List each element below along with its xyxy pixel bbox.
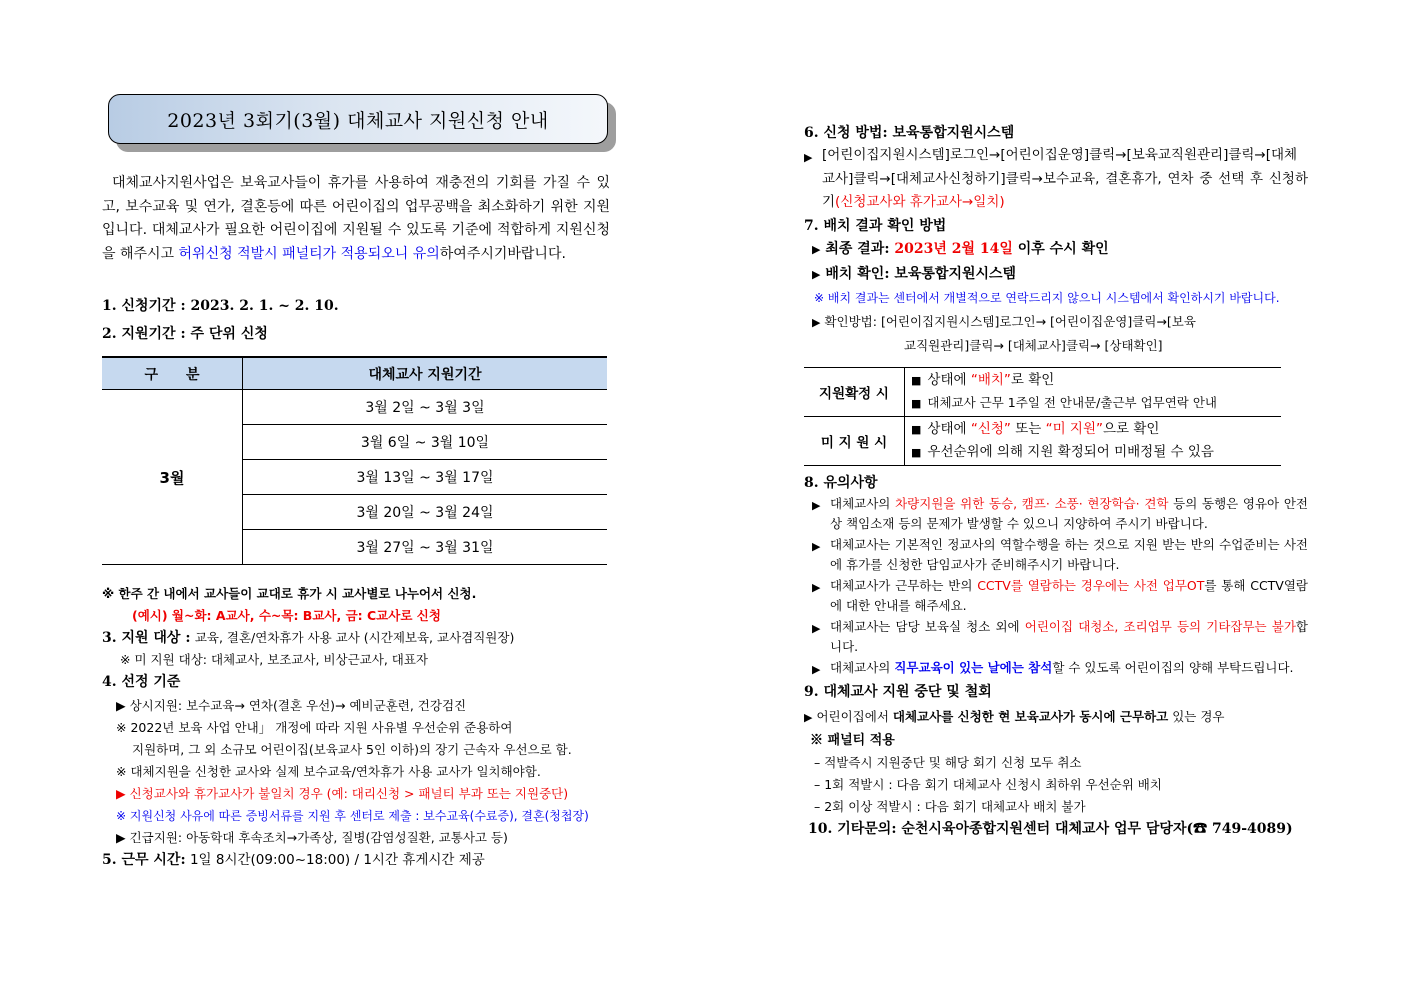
final-result-end: 이후 수시 확인 <box>1017 240 1109 257</box>
caution-highlight: 차량지원을 위한 동승, 캠프· 소풍· 현장학습· 견학 <box>895 495 1169 511</box>
criteria-text: 긴급지원: 아동학대 후속조치→가족상, 질병(감염성질환, 교통사고 등) <box>129 830 508 845</box>
caution-highlight: CCTV를 열람하는 경우에는 사전 업무OT <box>977 577 1205 593</box>
triangle-bullet-icon: ▶ <box>812 315 821 329</box>
period-cell: 3월 6일 ~ 3월 10일 <box>243 425 608 460</box>
status-text: 으로 확인 <box>1102 420 1160 437</box>
intro-paragraph <box>102 172 610 266</box>
caution-item <box>812 658 1308 681</box>
section-3-label: 3. 지원 대상 : <box>102 630 191 646</box>
square-bullet-icon: ■ <box>911 445 922 459</box>
weekly-note: ※ 한주 간 내에서 교사들이 교대로 휴가 시 교사별로 나누어서 신청. <box>102 586 477 601</box>
triangle-bullet-icon: ▶ <box>812 267 821 281</box>
status-text: 대체교사 근무 1주일 전 안내문/출근부 업무연락 안내 <box>927 394 1217 410</box>
placement-notice: ※ 배치 결과는 센터에서 개별적으로 연락드리지 않으니 시스템에서 확인하시기 바랍니다. <box>814 290 1280 305</box>
section-8-list <box>804 494 1308 681</box>
page-title: 2023년 3회기(3월) 대체교사 지원신청 안내 <box>108 94 608 144</box>
caution-item <box>812 576 1308 617</box>
criteria-item <box>116 695 610 717</box>
square-bullet-icon: ■ <box>911 396 922 410</box>
section-1-period: 1. 신청기간 : 2023. 2. 1. ~ 2. 10. <box>102 298 339 314</box>
month-cell: 3월 <box>102 390 243 565</box>
section-6-label: 6. 신청 방법: 보육통합지원시스템 <box>804 125 1015 141</box>
caution-highlight: 어린이집 대청소, 조리업무 등의 기타잡무는 불가 <box>1024 618 1296 634</box>
triangle-bullet-icon: ▶ <box>116 698 126 713</box>
placement-confirm <box>804 262 1308 287</box>
status-detail <box>905 367 1282 416</box>
weekly-example: (예시) 월~화: A교사, 수~목: B교사, 금: C교사로 신청 <box>132 608 441 623</box>
section-3-exclusion: ※ 미 지원 대상: 대체교사, 보조교사, 비상근교사, 대표자 <box>120 652 428 667</box>
triangle-bullet-icon: ▶ <box>116 830 126 845</box>
check-method <box>804 309 1308 335</box>
caution-item <box>812 617 1308 658</box>
reference-mark-icon: ※ <box>116 809 127 823</box>
triangle-bullet-icon: ▶ <box>812 498 821 512</box>
square-bullet-icon: ■ <box>911 373 922 387</box>
criteria-item <box>116 827 610 849</box>
final-result-label: 최종 결과: <box>825 240 890 257</box>
steps-match-note: (신청교사와 휴가교사→일치) <box>835 194 1005 210</box>
caution-text: 할 수 있도록 어린이집의 양해 부탁드립니다. <box>1052 659 1294 675</box>
status-row-confirmed <box>804 367 1281 416</box>
triangle-bullet-icon: ▶ <box>804 711 813 724</box>
penalty-item: – 2회 이상 적발시 : 다음 회기 대체교사 배치 불가 <box>814 799 1086 814</box>
status-table <box>804 367 1281 466</box>
section-10-contact: 10. 기타문의: 순천시육아종합지원센터 대체교사 업무 담당자(☎ 749-4089) <box>808 821 1293 837</box>
period-cell: 3월 27일 ~ 3월 31일 <box>243 530 608 565</box>
intro-end: 하여주시기바랍니다. <box>439 245 566 262</box>
criteria-text: 신청교사와 휴가교사가 불일치 경우 (예: 대리신청 > 패널티 부과 또는 지원중단) <box>129 786 569 801</box>
penalty-item: – 적발즉시 지원중단 및 해당 회기 신청 모두 취소 <box>814 755 1082 770</box>
reference-mark-icon: ※ <box>116 764 127 779</box>
criteria-item <box>116 739 610 761</box>
triangle-bullet-icon: ▶ <box>116 786 126 801</box>
status-label: 지원확정 시 <box>804 367 905 416</box>
criteria-item <box>116 761 610 783</box>
triangle-bullet-icon: ▶ <box>812 621 821 635</box>
final-result-date: 2023년 2월 14일 <box>894 240 1013 257</box>
square-bullet-icon: ■ <box>911 422 922 436</box>
section-7-label: 7. 배치 결과 확인 방법 <box>804 217 947 234</box>
status-text: 로 확인 <box>1010 371 1055 388</box>
caution-text: 대체교사의 <box>830 495 896 511</box>
status-text: 우선순위에 의해 지원 확정되어 미배정될 수 있음 <box>927 443 1214 460</box>
penalty-list <box>804 752 1308 818</box>
criteria-text: 지원하며, 그 외 소규모 어린이집(보육교사 5인 이하)의 장기 근속자 우선으로 함. <box>132 742 572 757</box>
section-9-label: 9. 대체교사 지원 중단 및 철회 <box>804 684 992 700</box>
case-text: 어린이집에서 <box>816 709 893 724</box>
check-method-label: 확인방법: <box>824 313 877 329</box>
caution-text: 대체교사는 담당 보육실 청소 외에 <box>830 618 1025 634</box>
schedule-table <box>102 356 607 565</box>
reference-mark-icon: ※ <box>116 720 127 735</box>
penalty-label: ※ 패널티 적용 <box>810 733 895 748</box>
schedule-header-row <box>102 357 607 390</box>
caution-text: 대체교사가 근무하는 반의 <box>830 577 978 593</box>
triangle-bullet-icon: ▶ <box>812 580 821 594</box>
section-3-value: 교육, 결혼/연차휴가 사용 교사 (시간제보육, 교사겸직원장) <box>194 630 515 645</box>
criteria-text: 지원신청 사유에 따른 증빙서류를 지원 후 센터로 제출 : 보수교육(수료증), 결혼(청첩장) <box>129 809 589 823</box>
header-period: 대체교사 지원기간 <box>243 357 608 390</box>
case-text: 있는 경우 <box>1168 709 1225 724</box>
period-cell: 3월 20일 ~ 3월 24일 <box>243 495 608 530</box>
status-label: 미 지 원 시 <box>804 416 905 465</box>
penalty-item: – 1회 적발시 : 다음 회기 대체교사 신청시 최하위 우선순위 배치 <box>814 777 1162 792</box>
status-text: 상태에 <box>927 420 971 437</box>
caution-text: 를 통해 CCTV열람에 대한 안내를 해주세요. <box>830 577 1309 613</box>
left-column <box>102 94 610 871</box>
section-4-list <box>102 695 610 849</box>
criteria-text: 상시지원: 보수교육→ 연차(결혼 우선)→ 예비군훈련, 건강검진 <box>129 698 467 713</box>
intro-text: 대체교사지원사업은 보육교사들이 휴가를 사용하여 재충전의 기회를 가질 수 있고, 보수교육 및 연가, 결혼등에 따른 어린이집의 업무공백을 최소화하기 위한 지원입니다. 대체교사가 필요한 어린이집에 지원될 수 있도록 기준에 적합하게 지원신청을 해주시고 <box>102 175 610 262</box>
check-method-continued: 교직원관리]클릭→ [대체교사]클릭→ [상태확인] <box>904 337 1163 353</box>
period-cell: 3월 2일 ~ 3월 3일 <box>243 390 608 425</box>
section-8-label: 8. 유의사항 <box>804 474 878 491</box>
placement-confirm-label: 배치 확인: 보육통합지원시스템 <box>825 265 1017 282</box>
criteria-text: 2022년 보육 사업 안내」 개정에 따라 지원 사유별 우선순위 준용하여 <box>130 720 513 735</box>
triangle-bullet-icon: ▶ <box>812 539 821 553</box>
section-6-steps <box>804 144 1308 215</box>
case-bold: 대체교사를 신청한 현 보육교사가 동시에 근무하고 <box>892 709 1169 724</box>
right-column <box>804 122 1308 840</box>
status-keyword: “신청” <box>970 420 1011 437</box>
caution-text: 합니다. <box>830 618 1308 654</box>
status-text: 상태에 <box>927 371 971 388</box>
section-2-support-period: 2. 지원기간 : 주 단위 신청 <box>102 326 268 342</box>
intro-warning: 허위신청 적발시 패널티가 적용되오니 유의 <box>178 245 440 262</box>
caution-item <box>812 535 1308 576</box>
criteria-item <box>116 717 610 739</box>
caution-text: 대체교사의 <box>830 659 895 675</box>
section-5-label: 5. 근무 시간: <box>102 852 186 868</box>
criteria-text: 대체지원을 신청한 교사와 실제 보수교육/연차휴가 사용 교사가 일치해야함. <box>130 764 541 779</box>
header-category: 구 분 <box>102 357 243 390</box>
triangle-bullet-icon: ▶ <box>804 151 813 164</box>
section-5-value: 1일 8시간(09:00~18:00) / 1시간 휴게시간 제공 <box>189 852 485 868</box>
section-4-label: 4. 선정 기준 <box>102 674 181 690</box>
steps-text: [어린이집지원시스템]로그인→[어린이집운영]클릭→[보육교직원관리]클릭→[대체교사]클릭→[대체교사신청하기]클릭→보수교육, 결혼휴가, 연차 중 선택 후 신청하기 <box>822 147 1308 210</box>
status-keyword: “배치” <box>970 371 1011 388</box>
period-cell: 3월 13일 ~ 3월 17일 <box>243 460 608 495</box>
caution-text: 대체교사는 기본적인 정교사의 역할수행을 하는 것으로 지원 받는 반의 수업준비는 사전에 휴가를 신청한 담임교사가 준비해주시기 바랍니다. <box>830 536 1308 572</box>
check-method-text: [어린이집지원시스템]로그인→ [어린이집운영]클릭→[보육 <box>880 313 1196 329</box>
status-detail <box>905 416 1282 465</box>
table-row <box>102 390 607 425</box>
caution-highlight: 직무교육이 있는 날에는 참석 <box>894 659 1053 675</box>
title-banner <box>108 94 608 144</box>
final-result <box>804 237 1308 262</box>
triangle-bullet-icon: ▶ <box>812 662 821 676</box>
status-row-not-supported <box>804 416 1281 465</box>
criteria-item <box>116 783 610 805</box>
status-keyword: “미 지원” <box>1045 420 1103 437</box>
section-9-case <box>804 705 1308 730</box>
status-text: 또는 <box>1010 420 1046 437</box>
triangle-bullet-icon: ▶ <box>812 242 821 256</box>
caution-text: 등의 동행은 영유아 안전상 책임소재 등의 문제가 발생할 수 있으니 지양하여 주시기 바랍니다. <box>830 495 1308 531</box>
caution-item <box>812 494 1308 535</box>
criteria-item <box>116 805 610 827</box>
